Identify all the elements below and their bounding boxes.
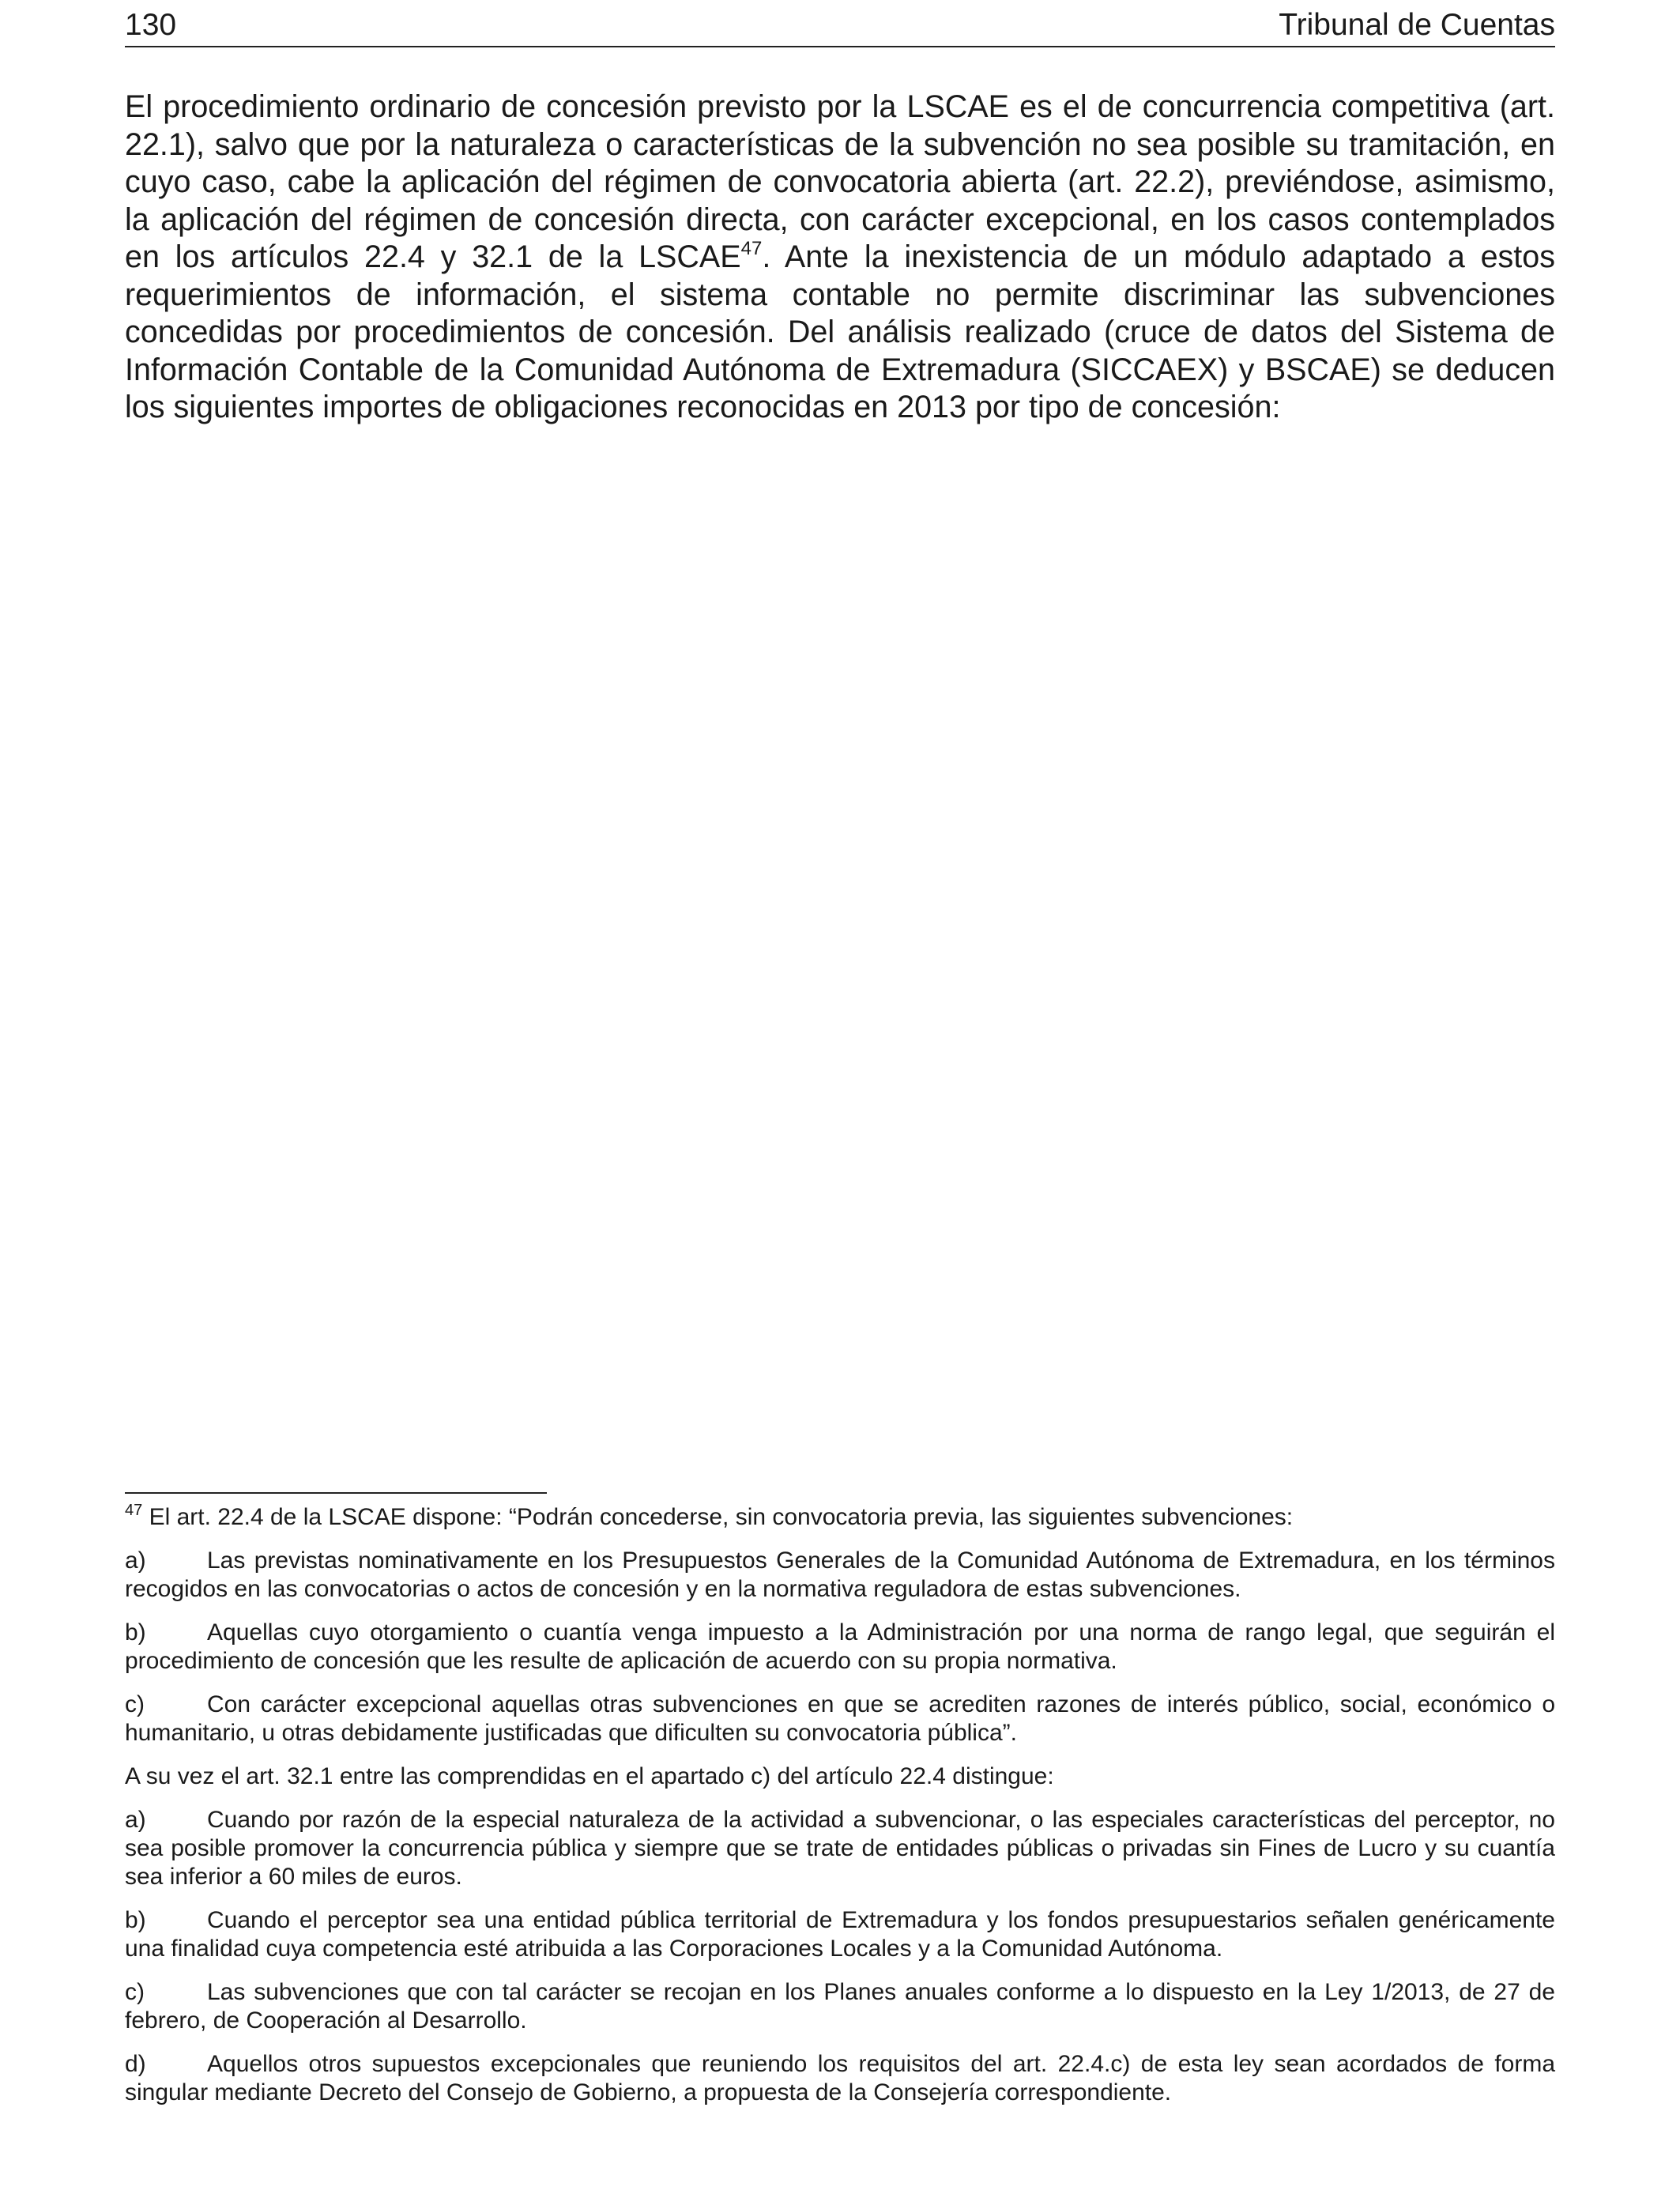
item-text: Con carácter excepcional aquellas otras subvenciones en que se acrediten razones de interés público, social, económico o humanitario, u otras debidamente justificadas que dificulten su convocatoria pública”. — [125, 1691, 1555, 1746]
footnote-item-32-1-b — [125, 1906, 1555, 1963]
item-label: b) — [125, 1907, 146, 1933]
body-paragraph — [125, 89, 1555, 427]
page-header — [125, 6, 1555, 47]
footnote-transition: A su vez el art. 32.1 entre las comprendidas en el apartado c) del artículo 22.4 distingue: — [125, 1763, 1054, 1789]
footnote-item-32-1-a — [125, 1806, 1555, 1891]
footnote-item-32-1-d — [125, 2050, 1555, 2107]
body-text-part-2: . Ante la inexistencia de un módulo adaptado a estos requerimientos de información, el sistema contable no permite discriminar las subvenciones concedidas por procedimientos de concesión. Del análisis realizado (cruce de datos del Sistema de Información Contable de la Comunidad Autónoma de Extremadura (SICCAEX) y BSCAE) se deducen los siguientes importes de obligaciones reconocidas en 2013 por tipo de concesión: — [125, 239, 1555, 424]
item-text: Cuando por razón de la especial naturaleza de la actividad a subvencionar, o las especiales características del perceptor, no sea posible promover la concurrencia pública y siempre que se trate de entidades públicas o privadas sin Fines de Lucro y su cuantía sea inferior a 60 miles de euros. — [125, 1807, 1555, 1890]
footnote-separator — [125, 1492, 547, 1494]
item-label: b) — [125, 1619, 146, 1646]
footnote-item-22-4-c — [125, 1691, 1555, 1747]
footnote-intro-text: El art. 22.4 de la LSCAE dispone: “Podrán concederse, sin convocatoria previa, las siguientes subvenciones: — [142, 1504, 1294, 1530]
footnote-reference: 47 — [740, 238, 763, 259]
item-text: Las subvenciones que con tal carácter se recojan en los Planes anuales conforme a lo dispuesto en la Ley 1/2013, de 27 de febrero, de Cooperación al Desarrollo. — [125, 1979, 1555, 2034]
footnote-section — [125, 1503, 1555, 2122]
page-number: 130 — [125, 8, 177, 42]
item-label: c) — [125, 1979, 145, 2005]
body-text-part-1: El procedimiento ordinario de concesión previsto por la LSCAE es el de concurrencia competitiva (art. 22.1), salvo que por la naturaleza o características de la subvención no sea posible su tramitación, en cuyo caso, cabe la aplicación del régimen de convocatoria abierta (art. 22.2), previéndose, asimismo, la aplicación del régimen de concesión directa, con carácter excepcional, en los casos contemplados en los artículos 22.4 y 32.1 de la LSCAE — [125, 89, 1555, 274]
item-text: Las previstas nominativamente en los Presupuestos Generales de la Comunidad Autónoma de Extremadura, en los términos recogidos en las convocatorias o actos de concesión y en la normativa reguladora de estas subvenciones. — [125, 1547, 1555, 1602]
item-label: d) — [125, 2051, 146, 2077]
item-text: Aquellas cuyo otorgamiento o cuantía venga impuesto a la Administración por una norma de rango legal, que seguirán el procedimiento de concesión que les resulte de aplicación de acuerdo con su propia normativa. — [125, 1619, 1555, 1674]
header-title: Tribunal de Cuentas — [1279, 8, 1555, 42]
footnote-item-22-4-b — [125, 1619, 1555, 1676]
item-label: c) — [125, 1691, 145, 1717]
footnote-number: 47 — [125, 1502, 143, 1519]
item-label: a) — [125, 1807, 146, 1833]
item-text: Cuando el perceptor sea una entidad pública territorial de Extremadura y los fondos presupuestarios señalen genéricamente una finalidad cuya competencia esté atribuida a las Corporaciones Locales y a la Comunidad Autónoma. — [125, 1907, 1555, 1962]
item-label: a) — [125, 1547, 146, 1574]
footnote-item-22-4-a — [125, 1547, 1555, 1604]
footnote-intro — [125, 1503, 1555, 1532]
item-text: Aquellos otros supuestos excepcionales que reuniendo los requisitos del art. 22.4.c) de esta ley sean acordados de forma singular mediante Decreto del Consejo de Gobierno, a propuesta de la Consejería correspondiente. — [125, 2051, 1555, 2105]
footnote-item-32-1-c — [125, 1978, 1555, 2035]
